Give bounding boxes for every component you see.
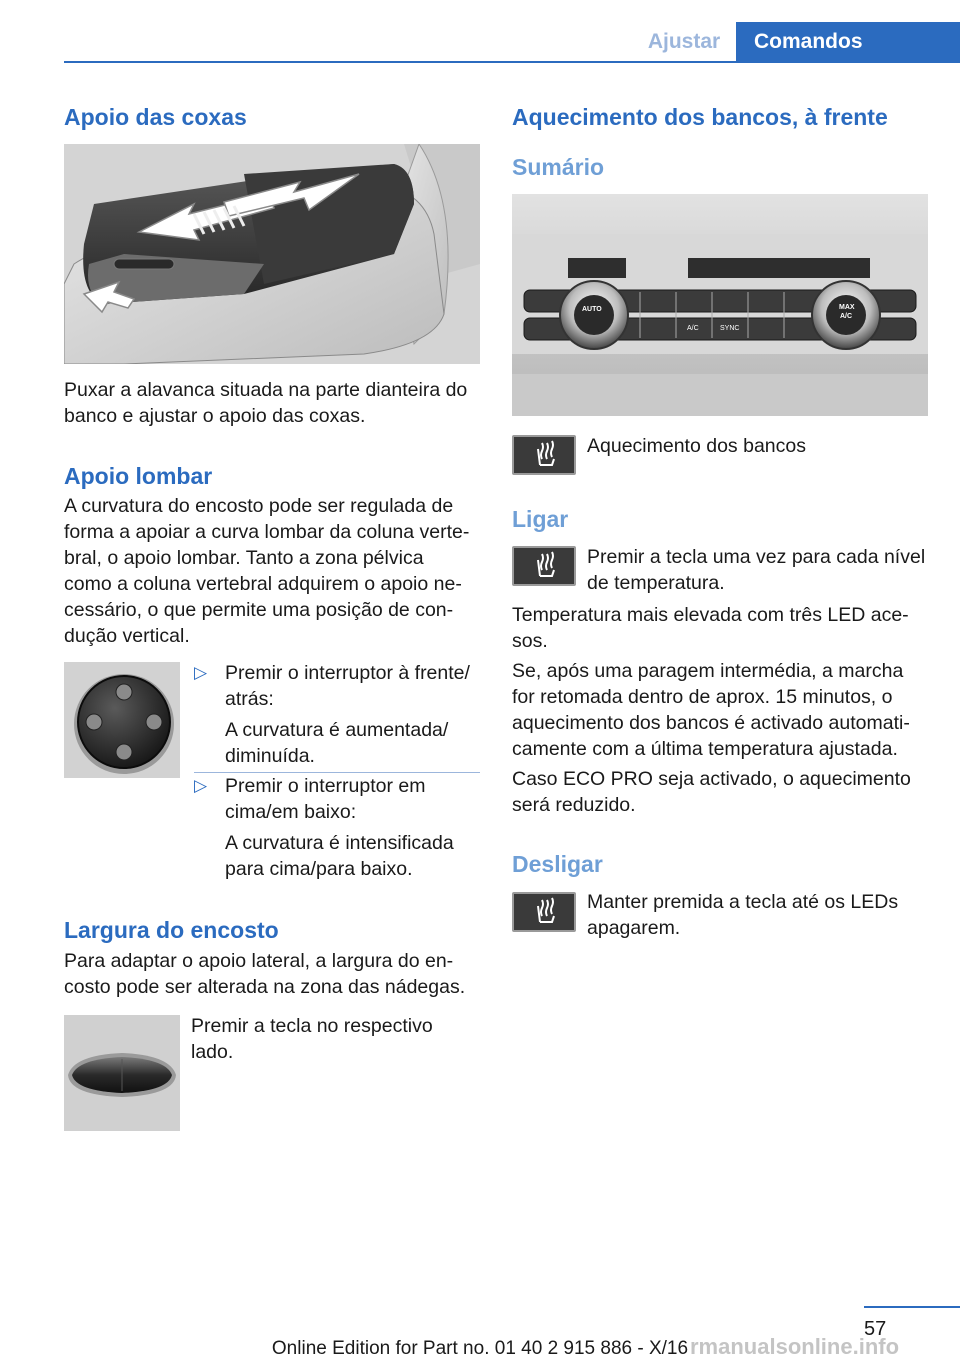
page-number: 57 — [864, 1318, 887, 1340]
thigh-text-line-1: Puxar a alavanca situada na parte dianteira do — [64, 379, 468, 401]
bullet-marker-2: ▷ — [194, 776, 208, 795]
bullet-1-sub-1: A curvatura é aumentada/ — [225, 719, 449, 741]
thigh-support-heading: Apoio das coxas — [64, 104, 247, 130]
bullet-1-line-2: atrás: — [225, 688, 274, 710]
backrest-button-text-1: Premir a tecla no respectivo — [191, 1015, 433, 1037]
lumbar-text-line-1: A curvatura do encosto pode ser regulada de — [64, 495, 454, 517]
summary-heading: Sumário — [512, 154, 605, 180]
panel-label-auto: AUTO — [582, 306, 602, 313]
header-rule — [64, 61, 960, 63]
panel-label-sync: SYNC — [720, 325, 740, 332]
seat-heating-icon — [512, 546, 576, 586]
lumbar-text-line-6: dução vertical. — [64, 625, 190, 647]
seat-heating-icon — [512, 892, 576, 932]
lumbar-text-line-4: como a coluna vertebral adquirem o apoio ne- — [64, 573, 462, 595]
bullet-1-sub-2: diminuída. — [225, 745, 315, 767]
switch-off-text-1: Manter premida a tecla até os LEDs — [587, 891, 899, 913]
lumbar-text-line-5: cessário, o que permite uma posição de con- — [64, 599, 454, 621]
lumbar-text-line-2: forma a apoiar a curva lombar da coluna verte- — [64, 521, 470, 543]
footer-edition-text: Online Edition for Part no. 01 40 2 915 886 - X/16 — [271, 1338, 689, 1359]
lumbar-support-heading: Apoio lombar — [64, 463, 213, 489]
lumbar-switch-image — [64, 662, 180, 778]
eco-text-line-1: Caso ECO PRO seja activado, o aquecimento — [512, 768, 911, 790]
eco-text-line-2: será reduzido. — [512, 794, 636, 816]
lumbar-text-line-3: bral, o apoio lombar. Tanto a zona pélvica — [64, 547, 424, 569]
restart-text-line-2: for retomada dentro de aprox. 15 minutos, o — [512, 686, 893, 708]
bullet-1-line-1: Premir o interruptor à frente/ — [225, 662, 470, 684]
restart-text-line-3: aquecimento dos bancos é activado automati- — [512, 712, 910, 734]
backrest-button-image — [64, 1015, 180, 1131]
thigh-text-line-2: banco e ajustar o apoio das coxas. — [64, 405, 366, 427]
temp-text-line-2: sos. — [512, 630, 548, 652]
bullet-marker-1: ▷ — [194, 663, 208, 682]
climate-control-panel-image — [512, 194, 928, 416]
switch-on-text-1: Premir a tecla uma vez para cada nível — [587, 546, 926, 568]
bullet-2-sub-1: A curvatura é intensificada — [225, 832, 454, 854]
seat-heating-caption: Aquecimento dos bancos — [587, 435, 806, 457]
switch-off-text-2: apagarem. — [587, 917, 681, 939]
bullet-2-line-1: Premir o interruptor em — [225, 775, 426, 797]
switch-off-heading: Desligar — [512, 851, 603, 877]
restart-text-line-1: Se, após uma paragem intermédia, a marcha — [512, 660, 904, 682]
backrest-width-heading: Largura do encosto — [64, 917, 279, 943]
seat-thigh-support-image — [64, 144, 480, 364]
panel-label-max-ac: A/C — [840, 313, 853, 320]
bullet-2-sub-2: para cima/para baixo. — [225, 858, 413, 880]
watermark: rmanualsonline.info — [690, 1334, 900, 1359]
bullet-2-line-2: cima/em baixo: — [225, 801, 357, 823]
restart-text-line-4: camente com a última temperatura ajustada. — [512, 738, 898, 760]
footer-rule — [864, 1306, 960, 1308]
seat-heating-icon — [512, 435, 576, 475]
panel-label-max: MAX — [839, 304, 855, 311]
switch-on-text-2: de temperatura. — [587, 572, 725, 594]
backrest-button-text-2: lado. — [191, 1041, 234, 1063]
backrest-text-line-2: costo pode ser alterada na zona das nádegas. — [64, 976, 466, 998]
seat-heating-heading: Aquecimento dos bancos, à frente — [512, 104, 888, 130]
backrest-text-line-1: Para adaptar o apoio lateral, a largura do en- — [64, 950, 454, 972]
switch-on-heading: Ligar — [512, 506, 569, 532]
header-tab-comandos[interactable]: Comandos — [736, 22, 960, 62]
panel-label-ac: A/C — [687, 325, 699, 332]
header-tab-ajustar[interactable]: Ajustar — [647, 30, 721, 53]
temp-text-line-1: Temperatura mais elevada com três LED ace- — [512, 604, 909, 626]
